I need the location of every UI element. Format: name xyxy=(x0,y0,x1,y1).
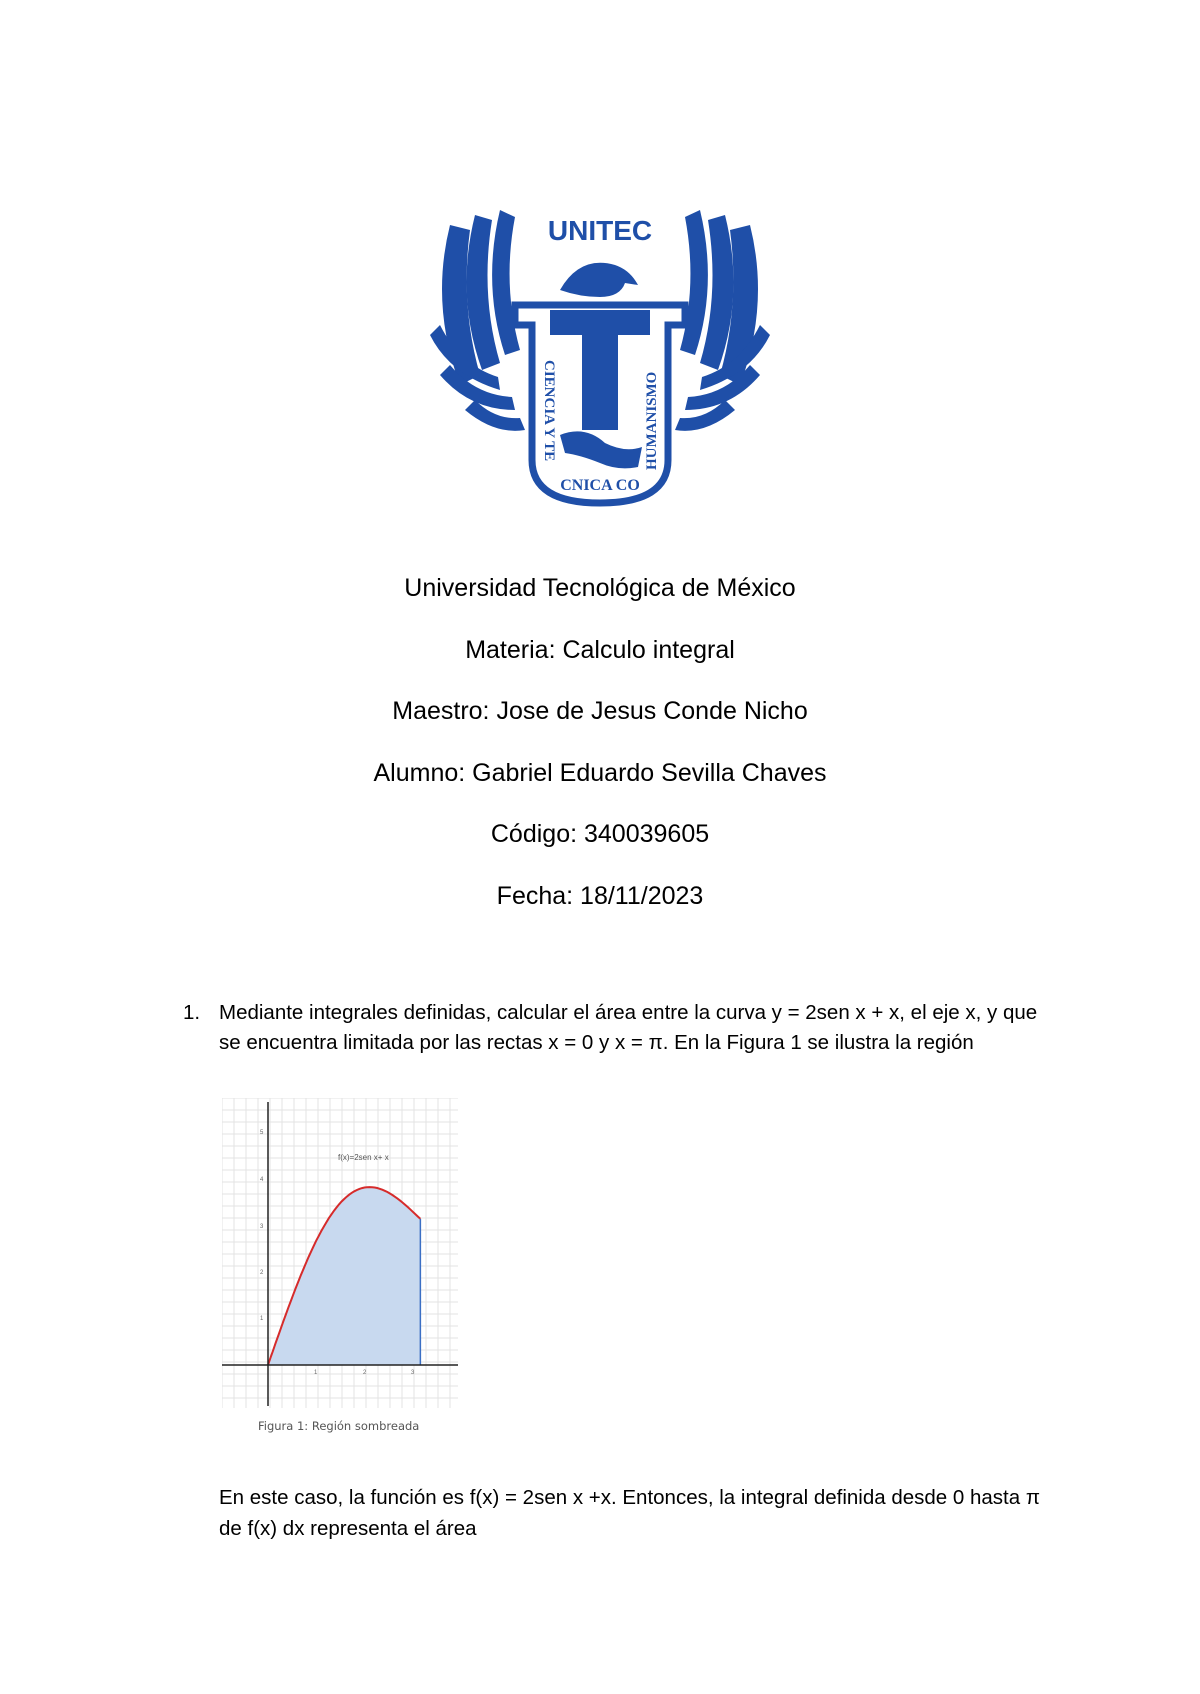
unitec-logo xyxy=(420,185,780,525)
date-line: Fecha: 18/11/2023 xyxy=(496,881,704,910)
explanation-paragraph: En este caso, la función es f(x) = 2sen x +x. Entonces, la integral definida desde 0 hasta π de f(x) dx representa el área xyxy=(219,1486,1040,1540)
logo-ring-right: HUMANISMO xyxy=(644,371,660,470)
question-text: Mediante integrales definidas, calcular el área entre la curva y = 2sen x + x, el eje x, y que se encuentra limitada por las rectas x = 0 y x = π. En la Figura 1 se ilustra la región xyxy=(219,1001,1038,1054)
code-line: Código: 340039605 xyxy=(490,820,710,848)
y-tick: 3 xyxy=(260,1224,264,1230)
logo-ring-bottom: CNICA CO xyxy=(560,477,640,494)
question-number: 1. xyxy=(183,1001,201,1024)
figure-caption: Figura 1: Región sombreada xyxy=(258,1419,420,1433)
right-wing-icon xyxy=(675,210,770,431)
logo-brand: UNITEC xyxy=(547,215,653,246)
figure-1 xyxy=(222,1098,458,1408)
student-line: Alumno: Gabriel Eduardo Sevilla Chaves xyxy=(373,758,827,787)
x-tick: 3 xyxy=(411,1370,415,1376)
university-name: Universidad Tecnológica de México xyxy=(404,574,796,602)
x-tick: 2 xyxy=(363,1370,367,1376)
left-wing-icon xyxy=(430,210,525,431)
eagle-icon xyxy=(560,263,638,297)
logo-ring-left: CIENCIA Y TE xyxy=(541,360,557,462)
region-graph xyxy=(222,1098,458,1408)
cover-block xyxy=(0,567,1200,936)
subject-line: Materia: Calculo integral xyxy=(465,635,735,664)
y-tick: 4 xyxy=(260,1177,264,1183)
y-tick: 2 xyxy=(260,1270,264,1276)
y-tick: 5 xyxy=(260,1130,264,1136)
teacher-line: Maestro: Jose de Jesus Conde Nicho xyxy=(392,697,808,725)
x-tick: 1 xyxy=(314,1370,318,1376)
y-tick: 1 xyxy=(260,1316,264,1322)
curve-label: f(x)=2sen x+ x xyxy=(338,1153,389,1162)
